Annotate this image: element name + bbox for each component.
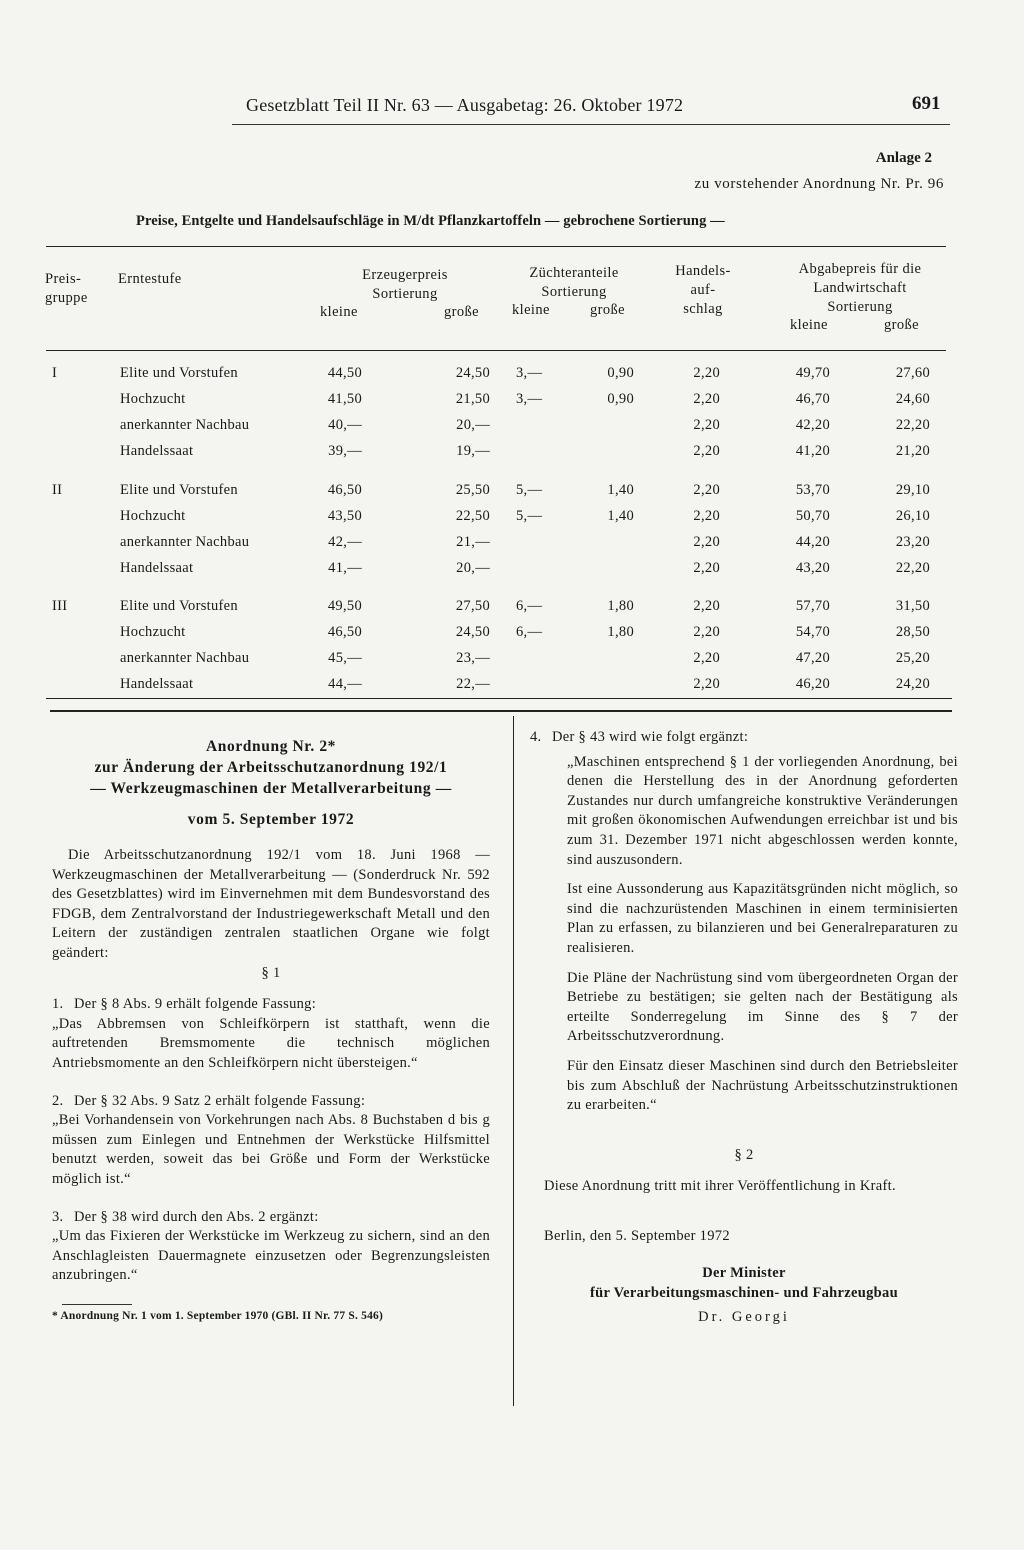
entry-into-force: Diese Anordnung tritt mit ihrer Veröffentlichung in Kraft. [544,1178,896,1195]
header-zuechteranteile: Züchteranteile Sortierung [529,265,619,300]
item-quote: „Um das Fixieren der Werkstücke im Werkzeug zu sichern, sind an den Anschlagleisten Dauermagnete einzusetzen oder Begrenzungsleisten anzubringen.“ [52,1228,490,1284]
item-number: 3. [52,1208,64,1225]
cell-erzeuger-grosse: 25,50 [455,482,490,498]
header-abgabe-grosse: große [884,317,920,333]
cell-abgabe-kleine: 47,20 [795,650,830,666]
section-1-sign: § 1 [261,964,281,981]
cell-erzeuger-grosse: 22,— [456,676,490,692]
header-handelsaufschlag: Handels- auf- schlag [675,263,731,317]
cell-abgabe-grosse: 25,20 [895,650,930,666]
header-erntestufe: Erntestufe [118,271,182,287]
item-4-quote [567,753,958,1116]
cell-abgabe-kleine: 44,20 [795,534,830,550]
header-preisgruppe: Preis- gruppe [45,271,88,306]
cell-abgabe-grosse: 22,20 [895,560,930,576]
cell-erzeuger-kleine: 45,— [328,650,362,666]
cell-erzeuger-kleine: 44,50 [327,365,362,381]
table-top-rule [46,246,946,247]
header-abgabe-kleine: kleine [790,317,828,333]
amendment-item-1 [52,995,490,1073]
column-divider [513,716,514,1406]
cell-zuechter-grosse: 1,80 [607,624,634,640]
cell-abgabe-grosse: 24,60 [895,391,930,407]
item-quote: „Bei Vorhandensein von Vorkehrungen nach Abs. 8 Buchstaben d bis g müssen zum Einlegen und Entnehmen der Werkstücke Hilfsmittel benutzt werden, soweit das bei Größe und Form der Werkstücke möglich ist.“ [52,1112,490,1187]
cell-erzeuger-grosse: 19,— [456,443,490,459]
cell-zuechter-grosse: 1,40 [607,508,634,524]
cell-handelsaufschlag: 2,20 [693,391,720,407]
ordinance-subtitle: zur Änderung der Arbeitsschutzanordnung 192/1 [94,759,448,776]
cell-erntestufe: anerkannter Nachbau [120,417,250,433]
cell-erzeuger-grosse: 27,50 [455,598,490,614]
cell-erzeuger-kleine: 41,50 [327,391,362,407]
cell-erntestufe: Handelssaat [120,443,194,459]
cell-abgabe-grosse: 21,20 [895,443,930,459]
header-erzeuger-kleine: kleine [320,304,358,320]
cell-abgabe-kleine: 41,20 [795,443,830,459]
cell-abgabe-kleine: 49,70 [795,365,830,381]
cell-erntestufe: Elite und Vorstufen [120,482,238,498]
cell-erzeuger-kleine: 39,— [328,443,362,459]
cell-erzeuger-kleine: 49,50 [327,598,362,614]
header-zuechter-grosse: große [590,302,626,318]
cell-zuechter-grosse: 1,80 [607,598,634,614]
cell-abgabe-grosse: 22,20 [895,417,930,433]
anlage-subtitle: zu vorstehender Anordnung Nr. Pr. 96 [694,176,944,192]
cell-erntestufe: Hochzucht [120,508,186,524]
cell-zuechter-grosse: 0,90 [607,391,634,407]
footnote-rule [62,1304,132,1305]
cell-handelsaufschlag: 2,20 [693,534,720,550]
cell-zuechter-kleine: 5,— [516,508,543,524]
cell-erzeuger-kleine: 41,— [328,560,362,576]
cell-zuechter-grosse: 0,90 [607,365,634,381]
cell-abgabe-grosse: 26,10 [895,508,930,524]
cell-zuechter-kleine: 3,— [516,365,543,381]
ordinance-date: vom 5. September 1972 [187,811,355,828]
cell-abgabe-kleine: 46,70 [795,391,830,407]
cell-abgabe-grosse: 27,60 [895,365,930,381]
right-column [530,728,958,1327]
cell-erzeuger-grosse: 21,— [456,534,490,550]
cell-preisgruppe: III [52,598,68,614]
running-header: Gesetzblatt Teil II Nr. 63 — Ausgabetag: 26. Oktober 1972 [246,95,684,115]
ordinance-subject: — Werkzeugmaschinen der Metallverarbeitung — [90,780,452,797]
cell-erzeuger-kleine: 40,— [328,417,362,433]
cell-erzeuger-kleine: 46,50 [327,624,362,640]
cell-erzeuger-grosse: 24,50 [455,624,490,640]
intro-paragraph: Die Arbeitsschutzanordnung 192/1 vom 18. Juni 1968 — Werkzeugmaschinen der Metallverarbeitung — (Sonderdruck Nr. 592 des Gesetzblattes) wird im Einvernehmen mit dem Bundesvorstand des FDGB, dem Zentralvorstand der Industriegewerkschaft Metall und den Leitern der zuständigen zentralen staatlichen Organe wie folgt geändert: [52,847,490,961]
columns-top-rule [50,710,952,712]
cell-preisgruppe: II [52,482,63,498]
cell-zuechter-grosse: 1,40 [607,482,634,498]
cell-erzeuger-kleine: 42,— [328,534,362,550]
cell-abgabe-grosse: 23,20 [895,534,930,550]
table-title: Preise, Entgelte und Handelsaufschläge in M/dt Pflanzkartoffeln — gebrochene Sortierung — [136,213,725,229]
item-heading: Der § 32 Abs. 9 Satz 2 erhält folgende Fassung: [74,1092,366,1109]
cell-erzeuger-grosse: 20,— [456,560,490,576]
left-column [52,736,490,1323]
cell-erntestufe: anerkannter Nachbau [120,534,250,550]
cell-zuechter-kleine: 5,— [516,482,543,498]
cell-handelsaufschlag: 2,20 [693,365,720,381]
cell-abgabe-grosse: 28,50 [895,624,930,640]
item-heading: Der § 43 wird wie folgt ergänzt: [552,729,749,745]
cell-abgabe-kleine: 46,20 [795,676,830,692]
cell-handelsaufschlag: 2,20 [693,676,720,692]
cell-abgabe-kleine: 43,20 [795,560,830,576]
cell-abgabe-kleine: 50,70 [795,508,830,524]
cell-zuechter-kleine: 6,— [516,624,543,640]
item-heading: Der § 38 wird durch den Abs. 2 ergänzt: [74,1208,319,1225]
cell-erzeuger-kleine: 44,— [328,676,362,692]
cell-abgabe-kleine: 42,20 [795,417,830,433]
cell-handelsaufschlag: 2,20 [693,650,720,666]
table-bottom-rule [46,698,952,699]
cell-abgabe-grosse: 24,20 [895,676,930,692]
cell-erntestufe: Elite und Vorstufen [120,365,238,381]
table-header-rule [46,350,946,351]
cell-abgabe-grosse: 29,10 [895,482,930,498]
quote-paragraph-3: Die Pläne der Nachrüstung sind vom übergeordneten Organ der Betriebe zu bestätigen; sie gelten nach der Bestätigung als erteilte Sonderregelung im Sinne des § 7 der Arbeitsschutzverordnung. [567,969,958,1045]
cell-handelsaufschlag: 2,20 [693,482,720,498]
header-zuechter-kleine: kleine [512,302,550,318]
cell-erzeuger-kleine: 46,50 [327,482,362,498]
cell-erzeuger-grosse: 22,50 [455,508,490,524]
cell-handelsaufschlag: 2,20 [693,624,720,640]
signature-title: Der Minister [702,1265,786,1282]
cell-handelsaufschlag: 2,20 [693,560,720,576]
item-heading: Der § 8 Abs. 9 erhält folgende Fassung: [74,996,317,1013]
item-number: 4. [530,729,542,745]
quote-paragraph-4: Für den Einsatz dieser Maschinen sind durch den Betriebsleiter bis zum Abschluß der Nachrüstung Arbeitsschutzinstruktionen zu erarbeiten.“ [567,1057,958,1114]
cell-erntestufe: Elite und Vorstufen [120,598,238,614]
cell-erzeuger-grosse: 20,— [456,417,490,433]
section-2-sign: § 2 [734,1146,754,1163]
item-number: 2. [52,1092,64,1109]
cell-erzeuger-grosse: 24,50 [455,365,490,381]
footnote: * Anordnung Nr. 1 vom 1. September 1970 (GBl. II Nr. 77 S. 546) [52,1309,384,1322]
page-number: 691 [912,93,941,114]
cell-handelsaufschlag: 2,20 [693,508,720,524]
signature-name: Dr. Georgi [698,1308,790,1325]
header-erzeugerpreis: Erzeugerpreis Sortierung [362,267,448,302]
cell-handelsaufschlag: 2,20 [693,417,720,433]
header-erzeuger-grosse: große [444,304,480,320]
amendment-item-2 [52,1092,490,1190]
cell-handelsaufschlag: 2,20 [693,598,720,614]
signature-ministry: für Verarbeitungsmaschinen- und Fahrzeugbau [590,1285,898,1302]
amendment-item-3 [52,1208,490,1286]
cell-zuechter-kleine: 3,— [516,391,543,407]
item-number: 1. [52,996,64,1013]
cell-erzeuger-kleine: 43,50 [327,508,362,524]
anlage-title: Anlage 2 [875,150,932,166]
cell-preisgruppe: I [52,365,58,381]
cell-erzeuger-grosse: 23,— [456,650,490,666]
cell-abgabe-kleine: 54,70 [795,624,830,640]
amendment-item-4 [530,728,958,748]
place-date: Berlin, den 5. September 1972 [544,1227,730,1244]
ordinance-title: Anordnung Nr. 2* [205,738,337,755]
cell-erntestufe: Hochzucht [120,624,186,640]
cell-erntestufe: Handelssaat [120,560,194,576]
cell-handelsaufschlag: 2,20 [693,443,720,459]
header-rule [232,124,950,125]
header-abgabepreis: Abgabepreis für die Landwirtschaft Sortierung [798,261,922,315]
quote-paragraph-1: „Maschinen entsprechend § 1 der vorliegenden Anordnung, bei denen die Herstellung des in der Anordnung geforderten Zustandes nur durch umfangreiche konstruktive Veränderungen mit großen ökonomischen Aufwendungen erreichbar ist und bis zum 31. Dezember 1971 nicht abgeschlossen werden konnte, sind auszusondern. [567,753,958,868]
cell-erntestufe: Hochzucht [120,391,186,407]
item-quote: „Das Abbremsen von Schleifkörpern ist statthaft, wenn die auftretenden Bremsmomente die technisch möglichen Antriebsmomente an den Schleifkörpern nicht übersteigen.“ [52,1015,490,1071]
cell-erzeuger-grosse: 21,50 [455,391,490,407]
quote-paragraph-2: Ist eine Aussonderung aus Kapazitätsgründen nicht möglich, so sind die nachzurüstenden Maschinen in einem terminisierten Plan zu erfassen, zu bilanzieren und bei Generalreparaturen zu realisieren. [567,881,958,956]
cell-zuechter-kleine: 6,— [516,598,543,614]
cell-erntestufe: Handelssaat [120,676,194,692]
cell-abgabe-grosse: 31,50 [895,598,930,614]
cell-abgabe-kleine: 53,70 [795,482,830,498]
cell-erntestufe: anerkannter Nachbau [120,650,250,666]
cell-abgabe-kleine: 57,70 [795,598,830,614]
